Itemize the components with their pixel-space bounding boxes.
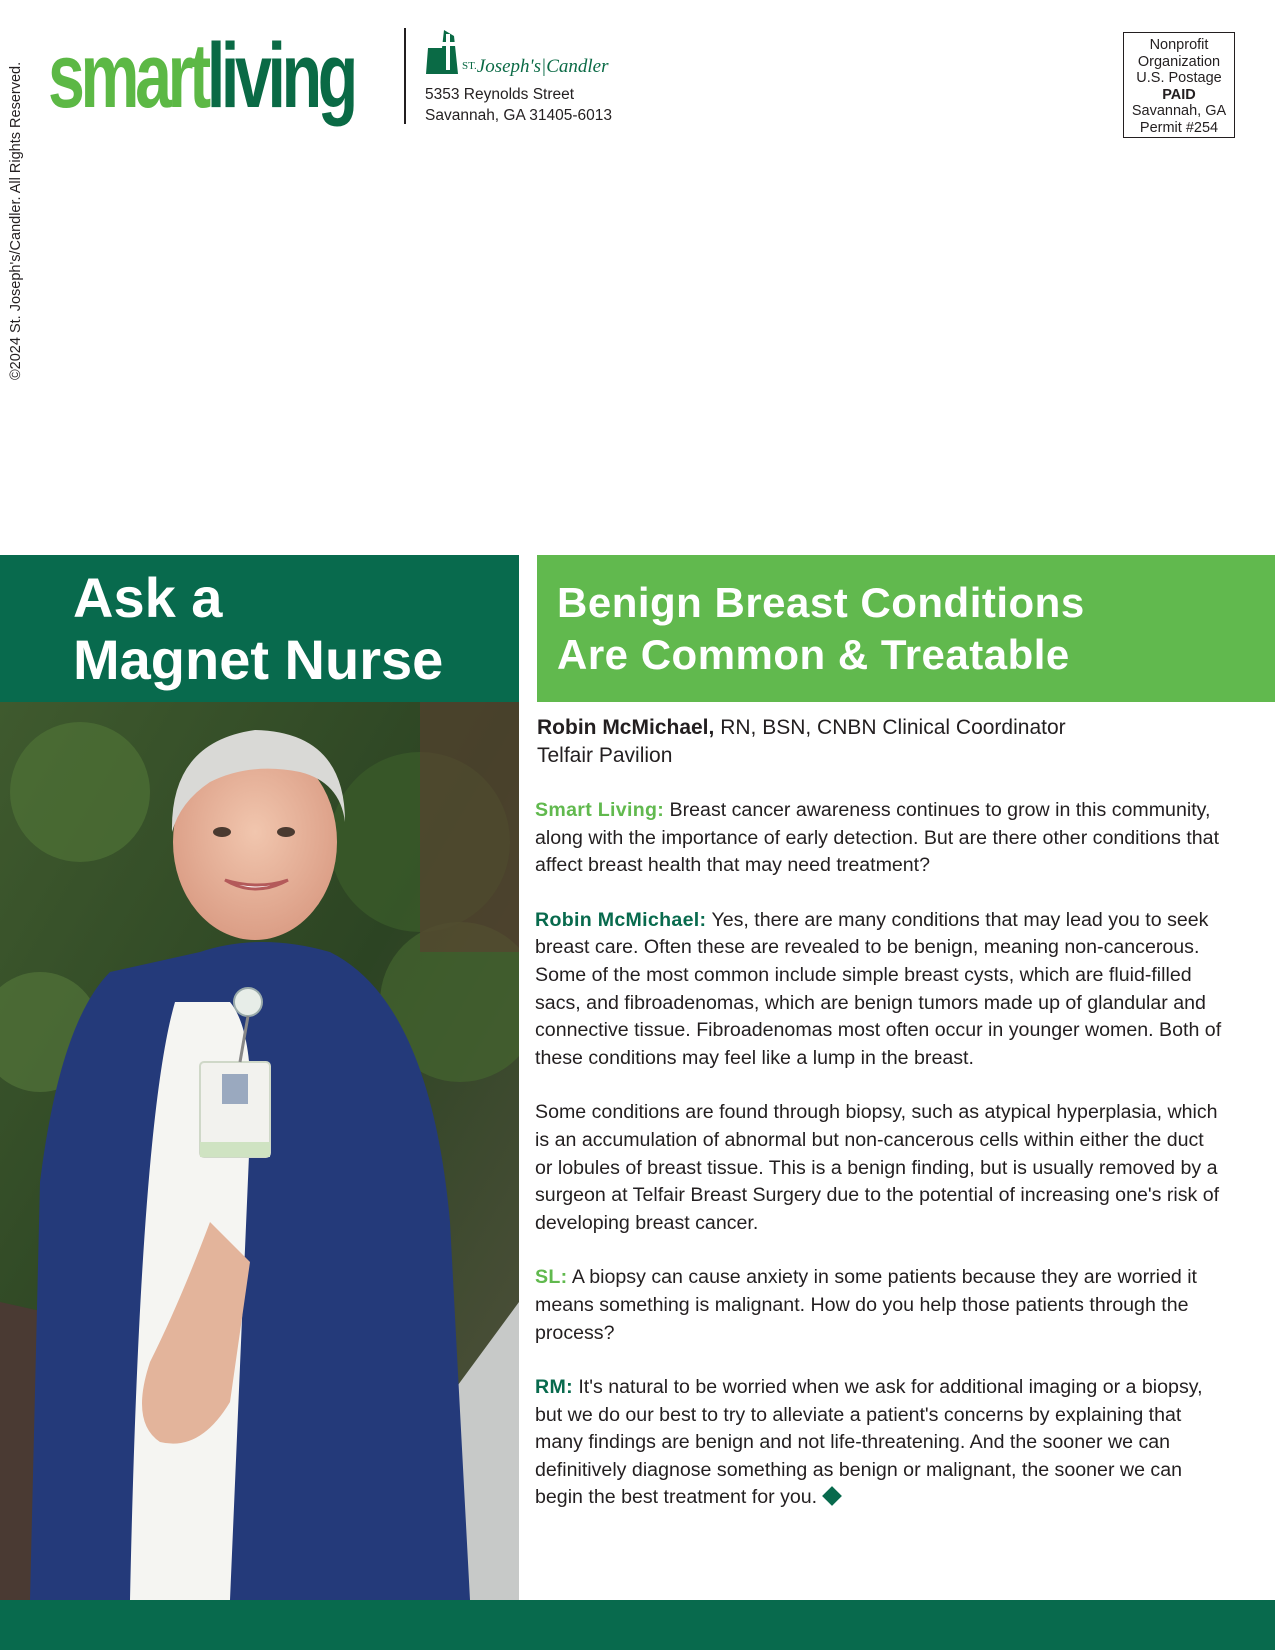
masthead-divider xyxy=(404,28,406,124)
portrait-illustration-icon xyxy=(0,702,519,1600)
org-name xyxy=(462,56,609,78)
postage-line-1: Nonprofit xyxy=(1149,37,1209,53)
speaker-label: Smart Living: xyxy=(535,799,665,821)
org-name-text: Joseph's|Candler xyxy=(476,56,609,77)
author-credentials: RN, BSN, CNBN Clinical Coordinator xyxy=(714,716,1066,739)
logo-living-text: living xyxy=(206,25,354,127)
postage-line-3: U.S. Postage xyxy=(1136,70,1222,87)
postage-indicia xyxy=(1123,32,1235,138)
article-body xyxy=(535,797,1225,1539)
author-location: Telfair Pavilion xyxy=(537,744,673,767)
article-paragraph xyxy=(535,1374,1225,1512)
paragraph-text: Yes, there are many conditions that may lead you to seek breast care. Often these are revealed to be benign, meaning non-cancerous. Some of the most common include simple breast cysts, which are fluid-filled sacs, and fibroadenomas, which are benign tumors made up of glandular and connective tissue. Fibroadenomas most often occur in younger women. Both of these conditions may feel like a lump in the breast. xyxy=(535,908,1222,1069)
ask-a-magnet-nurse-banner xyxy=(0,555,519,702)
article-headline-banner xyxy=(537,555,1275,702)
return-address xyxy=(425,84,612,126)
banner-title xyxy=(73,567,443,691)
author-byline xyxy=(537,714,1257,770)
banner-title-line-2: Magnet Nurse xyxy=(73,628,444,691)
logo-smart-text: smart xyxy=(48,25,207,127)
smart-living-logo xyxy=(48,26,354,126)
headline-line-2: Are Common & Treatable xyxy=(557,631,1070,678)
speaker-label: RM: xyxy=(535,1376,573,1399)
postage-line-5: Savannah, GA xyxy=(1131,103,1227,120)
article-paragraph xyxy=(535,1264,1225,1347)
footer-bar xyxy=(0,1600,1275,1650)
postage-line-2: Organization xyxy=(1137,53,1221,70)
postage-line-6: Permit #254 xyxy=(1139,119,1219,136)
article-paragraph xyxy=(535,907,1225,1073)
paragraph-text: A biopsy can cause anxiety in some patients because they are worried it means something is malignant. How do you help those patients through the process? xyxy=(535,1266,1198,1344)
copyright-notice: ©2024 St. Joseph's/Candler. All Rights Reserved. xyxy=(8,61,24,380)
paragraph-text: Breast cancer awareness continues to grow in this community, along with the importance of early detection. But are there other conditions that affect breast health that may need treatment? xyxy=(535,799,1220,877)
paragraph-text: It's natural to be worried when we ask for additional imaging or a biopsy, but we do our best to try to alleviate a patient's concerns by explaining that many findings are benign and not life-threatening. And the sooner we can definitively diagnose something as benign or malignant, the sooner we can begin the best treatment for you. xyxy=(535,1376,1203,1509)
headline-line-1: Benign Breast Conditions xyxy=(557,579,1085,626)
article-headline xyxy=(557,577,1085,681)
postage-paid: PAID xyxy=(1162,86,1196,103)
address-line-2: Savannah, GA 31405-6013 xyxy=(425,107,613,124)
author-name: Robin McMichael, xyxy=(537,716,715,739)
nurse-portrait-photo xyxy=(0,702,519,1600)
speaker-label: SL: xyxy=(535,1266,568,1289)
end-diamond-icon xyxy=(822,1487,842,1507)
org-name-prefix: ST. xyxy=(462,60,477,72)
speaker-label: Robin McMichael: xyxy=(535,908,707,931)
paragraph-text: Some conditions are found through biopsy, such as atypical hyperplasia, which is an accumulation of abnormal but non-cancerous cells within either the duct or lobules of breast tissue. This is a benign finding, but is usually removed by a surgeon at Telfair Breast Surgery due to the potential of increasing one's risk of developing breast cancer. xyxy=(535,1101,1220,1234)
article-paragraph xyxy=(535,1099,1225,1237)
byline-name-line xyxy=(537,714,1257,742)
address-line-1: 5353 Reynolds Street xyxy=(425,86,575,103)
article-paragraph xyxy=(535,797,1225,880)
banner-title-line-1: Ask a xyxy=(73,566,223,629)
